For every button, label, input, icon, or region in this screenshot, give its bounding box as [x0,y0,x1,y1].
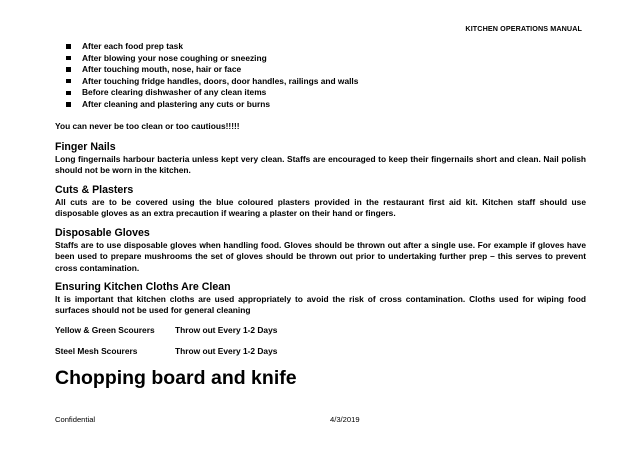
kitchen-cloths-section [55,281,586,317]
scourer-name: Yellow & Green Scourers [55,325,155,335]
square-bullet-icon [66,91,71,96]
list-item [66,41,358,53]
list-item [66,53,358,65]
bullet-text: After cleaning and plastering any cuts or burns [82,98,271,109]
bullet-text: After touching fridge handles, doors, door handles, railings and walls [82,75,359,86]
handwashing-bullet-list [66,41,358,111]
scourer-rule: Throw out Every 1-2 Days [175,325,278,335]
scourer-row [55,325,586,335]
square-bullet-icon [66,79,71,84]
bullet-text: After touching mouth, nose, hair or face [82,64,242,75]
section-body: Long fingernails harbour bacteria unless kept very clean. Staffs are encouraged to keep their fingernails short and clean. Nail polish should not be worn in the kitchen. [55,154,586,176]
bullet-text: Before clearing dishwasher of any clean items [82,87,267,98]
bullet-text: After each food prep task [82,41,183,51]
disposable-gloves-section [55,227,586,274]
footer-date: 4/3/2019 [330,415,360,424]
scourer-rule: Throw out Every 1-2 Days [175,346,278,356]
finger-nails-section [55,141,586,177]
section-body: All cuts are to be covered using the blue coloured plasters provided in the restaurant first aid kit. Kitchen staff should use disposable gloves as an extra precaution if wearing a plaster on their hand or fingers. [55,197,586,219]
bullet-text: After blowing your nose coughing or sneezing [82,52,267,63]
square-bullet-icon [66,44,71,49]
list-item [66,99,358,111]
section-body: Staffs are to use disposable gloves when handling food. Gloves should be thrown out after a single use. For example if gloves have been used to prepare mushrooms the set of gloves should be thrown out prior to undertaking further prep – this serves to prevent cross contamination. [55,240,586,273]
square-bullet-icon [66,67,71,72]
section-heading: Finger Nails [55,141,116,153]
square-bullet-icon [66,102,71,107]
section-heading: Disposable Gloves [55,227,150,239]
manual-header-title: KITCHEN OPERATIONS MANUAL [465,24,582,33]
section-heading: Cuts & Plasters [55,184,134,196]
list-item [66,76,358,88]
list-item [66,87,358,99]
caution-line: You can never be too clean or too cautious!!!!! [55,121,240,131]
cuts-plasters-section [55,184,586,220]
list-item [66,64,358,76]
section-body: It is important that kitchen cloths are used appropriately to avoid the risk of cross contamination. Cloths used for wiping food surfaces should not be used for general cleaning [55,294,586,316]
scourer-row [55,346,586,356]
scourer-name: Steel Mesh Scourers [55,346,138,356]
footer-confidential: Confidential [55,415,96,424]
section-heading: Ensuring Kitchen Cloths Are Clean [55,281,231,293]
square-bullet-icon [66,56,71,61]
chopping-board-heading: Chopping board and knife [55,367,297,389]
